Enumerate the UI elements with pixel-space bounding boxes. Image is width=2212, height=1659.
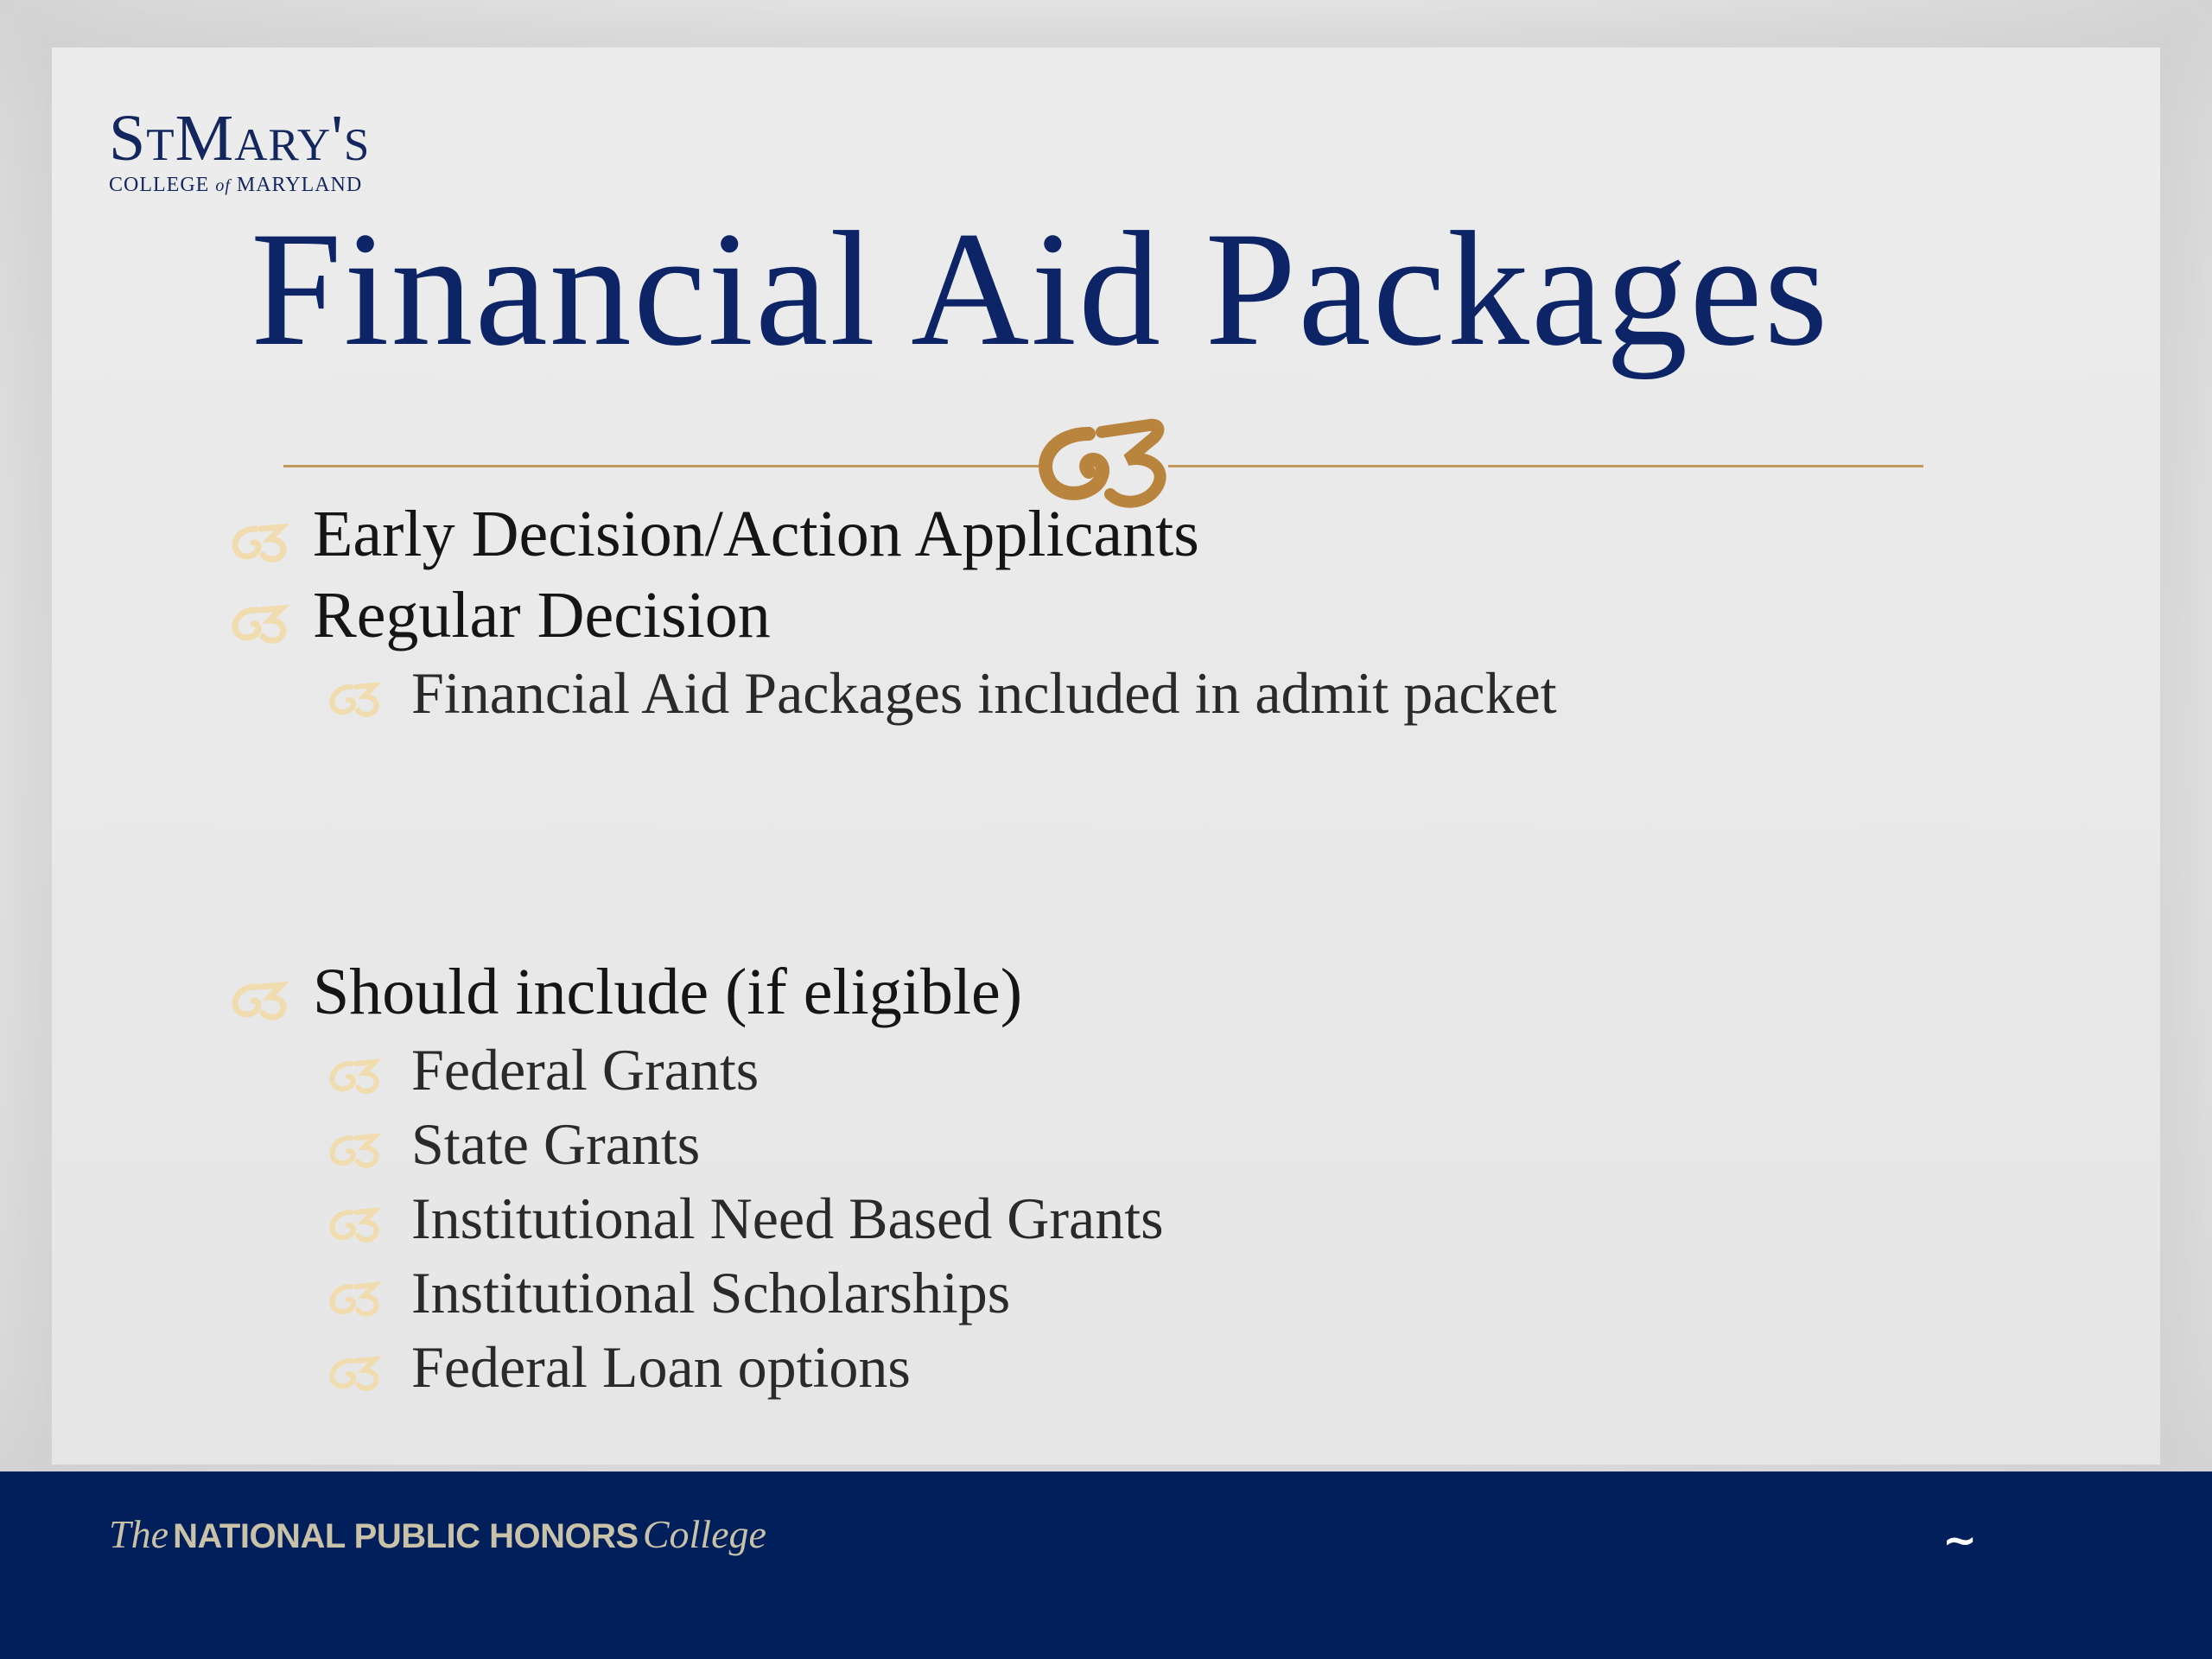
sub-bullet-item [411,660,1557,726]
sub-bullet-item [411,1037,760,1103]
flourish-bullet-icon [325,1353,385,1393]
sub-bullet-item [411,1334,911,1400]
slide-title: Financial Aid Packages [251,199,1830,380]
bullet-item [313,956,1023,1028]
bullet-text: Early Decision/Action Applicants [313,498,1199,570]
flourish-bullet-icon [325,1279,385,1319]
flourish-bullet-icon [325,679,385,719]
flourish-bullet-icon [226,601,292,645]
footer-the: The [109,1512,168,1556]
bullet-text: Institutional Need Based Grants [411,1185,1164,1251]
footer-college: College [642,1512,766,1556]
bullet-text: Federal Grants [411,1037,760,1103]
footer-tagline [109,1512,766,1556]
bullet-text: Institutional Scholarships [411,1260,1011,1325]
sub-bullet-item [411,1185,1164,1251]
footer-national-public-honors: NATIONAL PUBLIC HONORS [173,1517,639,1555]
sub-bullet-item [411,1260,1011,1325]
bullet-text: Financial Aid Packages included in admit packet [411,660,1557,726]
bullet-text: Federal Loan options [411,1334,911,1400]
bullet-text: State Grants [411,1111,701,1177]
logo-subtitle: COLLEGE of MARYLAND [109,174,363,196]
flourish-bullet-icon [325,1205,385,1244]
flourish-bullet-icon [226,978,292,1021]
flourish-bullet-icon [325,1056,385,1096]
bullet-text: Regular Decision [313,579,771,652]
flourish-bullet-icon [325,1130,385,1170]
sub-bullet-item [411,1111,701,1177]
flourish-bullet-icon [226,520,292,563]
footer-bar [0,1471,2212,1659]
bullet-item [313,498,1199,570]
bullet-text: Should include (if eligible) [313,956,1023,1028]
slide-number: ~ [1942,1516,1978,1565]
bullet-item [313,579,771,652]
logo-name: StMary's [109,102,371,175]
